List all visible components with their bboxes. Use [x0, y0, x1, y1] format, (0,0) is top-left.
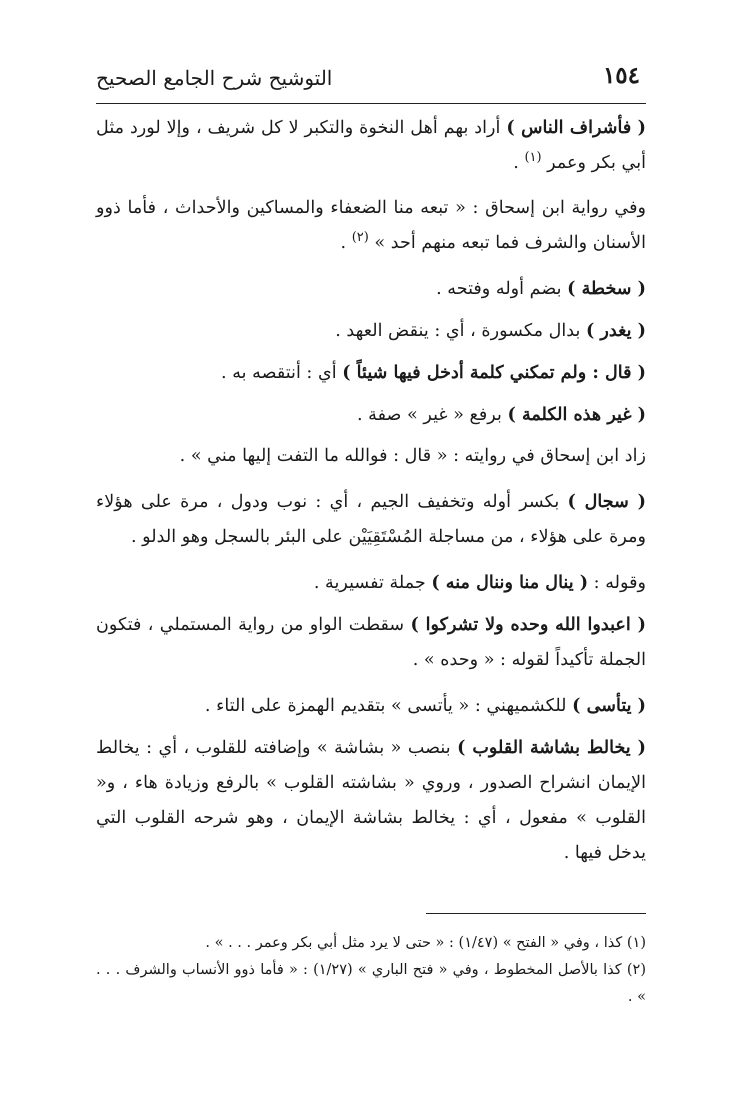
commentary-text: سقطت الواو من رواية المستملي ، فتكون الجملة تأكيداً لقوله : « وحده » . [96, 615, 646, 670]
running-title: التوشيح شرح الجامع الصحيح [96, 66, 333, 90]
paragraph-ghayr [96, 397, 646, 433]
paragraph-tail: . [340, 233, 352, 253]
paragraph-sakhta [96, 271, 646, 307]
footnote-2: (٢) كذا بالأصل المخطوط ، وفي « فتح الباري » (١/٢٧) : « فأما ذوو الأنساب والشرف . . . » . [96, 962, 646, 1005]
commentary-text: بضم أوله وفتحه . [436, 279, 568, 299]
commentary-text: للكشميهني : « يأتسى » بتقديم الهمزة على التاء . [204, 696, 573, 716]
footnote-ref-2[interactable]: (٢) [351, 230, 369, 246]
page-number: ١٥٤ [602, 62, 640, 89]
commentary-text: برفع « غير » صفة . [356, 405, 508, 425]
paragraph-yaghdir [96, 313, 646, 349]
footnotes [96, 930, 646, 1011]
paragraph-yukhalit [96, 730, 646, 871]
lemma: ( فأشراف الناس ) [506, 117, 646, 138]
commentary-text: بنصب « بشاشة » وإضافته للقلوب ، أي : يخالط الإيمان انشراح الصدور ، وروي « بشاشته القلوب » بالرفع وزيادة هاء ، و« القلوب » مفعول ، أي : يخالط بشاشة الإيمان ، وهو شرحه القلوب التي يدخل فيها . [96, 738, 646, 863]
paragraph-ashraf [96, 110, 646, 181]
commentary-body [96, 110, 646, 881]
paragraph-yanal [96, 565, 646, 601]
commentary-text: جملة تفسيرية . [313, 573, 432, 593]
lemma: ( قال : ولم تمكني كلمة أدخل فيها شيئاً ) [342, 362, 646, 383]
commentary-text: بدال مكسورة ، أي : ينقض العهد . [335, 321, 586, 341]
commentary-text: أي : أنتقصه به . [221, 363, 343, 383]
footnote-1: (١) كذا ، وفي « الفتح » (١/٤٧) : « حتى لا يرد مثل أبي بكر وعمر . . . » . [205, 935, 646, 951]
footnote-separator [426, 913, 646, 914]
commentary-text: أراد بهم أهل النخوة والتكبر لا كل شريف ، وإلا لورد مثل أبي بكر وعمر [96, 118, 646, 173]
page-header [96, 62, 646, 98]
paragraph-qala [96, 355, 646, 391]
lemma: ( يغدر ) [585, 320, 646, 341]
paragraph-sijal [96, 484, 646, 555]
commentary-text: زاد ابن إسحاق في روايته : « قال : فوالله ما التفت إليها مني » . [179, 446, 646, 466]
paragraph-tail: . [513, 153, 525, 173]
lemma: ( غير هذه الكلمة ) [507, 404, 646, 425]
lemma: ( سجال ) [567, 491, 646, 512]
footnote-ref-1[interactable]: (١) [524, 150, 542, 166]
lemma: ( يتأسى ) [572, 695, 646, 716]
header-rule [96, 103, 646, 104]
paragraph-prefix: وقوله : [588, 573, 646, 593]
paragraph-ibn-ishaq [96, 191, 646, 261]
paragraph-yataassa [96, 688, 646, 724]
paragraph-uabudu [96, 607, 646, 678]
lemma: ( سخطة ) [567, 278, 646, 299]
paragraph-zad [96, 439, 646, 474]
commentary-text: بكسر أوله وتخفيف الجيم ، أي : نوب ودول ، مرة على هؤلاء ومرة على هؤلاء ، من مساجلة المُسْتَقِيَيْن على البئر بالسجل وهو الدلو . [96, 492, 646, 547]
lemma: ( اعبدوا الله وحده ولا تشركوا ) [410, 614, 646, 635]
lemma: ( يخالط بشاشة القلوب ) [457, 737, 646, 758]
lemma: ( ينال منا وننال منه ) [431, 572, 589, 593]
commentary-text: وفي رواية ابن إسحاق : « تبعه منا الضعفاء والمساكين والأحداث ، فأما ذوو الأسنان والشرف فما تبعه منهم أحد » [96, 198, 646, 253]
